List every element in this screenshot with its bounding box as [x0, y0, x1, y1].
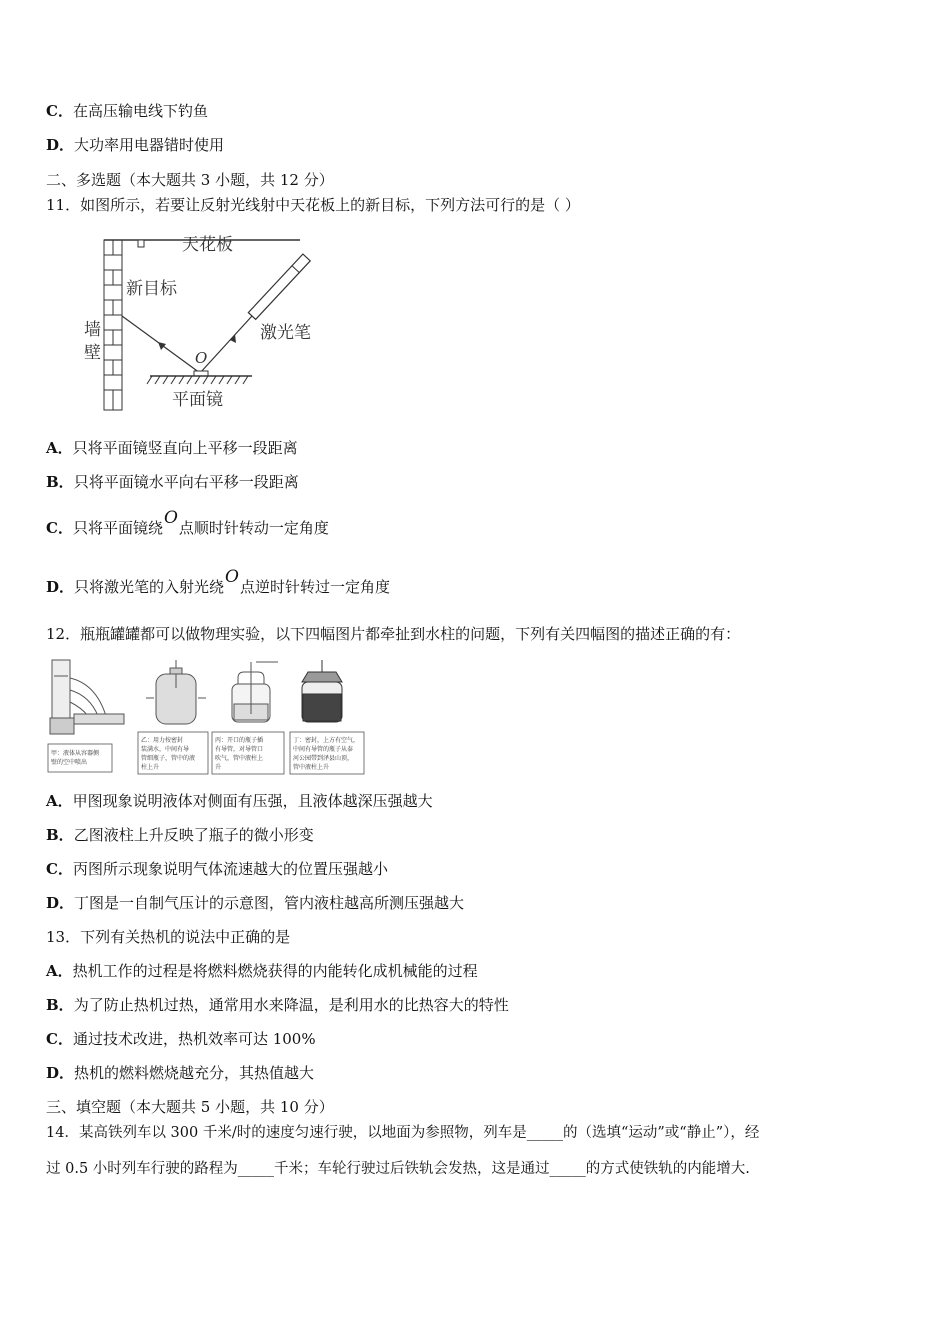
panel-bing-caption-2: 有导管，对导管口 — [215, 746, 264, 753]
point-symbol: O — [225, 567, 239, 587]
option-text: 乙图液柱上升反映了瓶子的微小形变 — [73, 826, 314, 844]
panel-bing-caption-3: 吹气，管中液柱上 — [215, 755, 264, 762]
option-letter: B． — [46, 473, 74, 491]
panel-jia-caption-1: 甲：液体从容器侧 — [51, 750, 100, 757]
panel-jia-caption-box — [48, 744, 112, 772]
panel-yi-caption-2: 装满水，中间有导 — [141, 746, 190, 753]
mirror-label: 平面镜 — [172, 390, 223, 410]
panel-yi-caption-1: 乙：用力按密封 — [141, 737, 184, 744]
panel-ding-caption-1: 丁：密封，上方有空气， — [293, 737, 360, 744]
option-text: 热机的燃料燃烧越充分，其热值越大 — [74, 1064, 315, 1082]
question-12-stem: 12．瓶瓶罐罐都可以做物理实验，以下四幅图片都牵扯到水柱的问题，下列有关四幅图的描述正确的有： — [46, 625, 741, 643]
option-text: 为了防止热机过热，通常用水来降温，是利用水的比热容大的特性 — [73, 996, 509, 1014]
panel-ding-illustration — [302, 660, 342, 722]
panel-ding-caption-4: 管中液柱上升 — [293, 764, 330, 771]
option-letter: D． — [46, 578, 75, 596]
target-marker — [138, 240, 144, 247]
laser-label: 激光笔 — [260, 323, 311, 343]
option-text: 热机工作的过程是将燃料燃烧获得的内能转化成机械能的过程 — [72, 962, 478, 980]
section-fill-blank-heading: 三、填空题（本大题共 5 小题，共 10 分） — [46, 1098, 334, 1116]
q13-option-b — [46, 995, 509, 1015]
question-11-stem: 11．如图所示，若要让反射光线射中天花板上的新目标，下列方法可行的是（ ） — [46, 196, 580, 214]
laser-pen — [248, 254, 310, 319]
option-letter: D． — [46, 894, 75, 912]
option-text-post: 点逆时针转过一定角度 — [239, 578, 390, 596]
wall-label-bottom: 壁 — [84, 343, 101, 363]
option-text: 通过技术改进，热机效率可达 100% — [72, 1030, 316, 1048]
reflected-arrow — [158, 342, 166, 350]
question-12-figure — [46, 658, 366, 776]
q13-option-d — [46, 1063, 314, 1083]
panel-jia-illustration — [50, 660, 124, 734]
question-14-line-2: 过 0.5 小时列车行驶的路程为_____千米；车轮行驶过后铁轨会发热，这是通过_____的方式使铁轨的内能增大. — [46, 1161, 750, 1177]
option-c-prev — [46, 101, 208, 121]
option-letter: A． — [46, 792, 73, 810]
option-letter: A． — [46, 962, 73, 980]
point-o-label: O — [195, 349, 208, 367]
panel-jia-caption-2: 壁的空中喷出 — [51, 759, 88, 766]
option-text: 在高压输电线下钓鱼 — [72, 102, 208, 120]
panel-ding-caption-3: 河公园带到泽县山顶， — [293, 755, 354, 762]
option-letter: A． — [46, 439, 73, 457]
q13-option-a — [46, 961, 478, 981]
q11-option-a — [46, 438, 298, 458]
panel-ding-caption-2: 中间有导管的瓶子从泰 — [293, 746, 354, 753]
option-letter: C． — [46, 860, 73, 878]
q13-option-c — [46, 1029, 316, 1049]
section-multi-choice-heading: 二、多选题（本大题共 3 小题，共 12 分） — [46, 171, 334, 189]
wall — [104, 240, 122, 410]
q12-option-a — [46, 791, 433, 811]
option-letter: B． — [46, 996, 74, 1014]
option-d-prev — [46, 135, 224, 155]
ceiling-label: 天花板 — [182, 235, 233, 255]
option-text: 甲图现象说明液体对侧面有压强，且液体越深压强越大 — [72, 792, 433, 810]
option-text-pre: 只将激光笔的入射光绕 — [74, 578, 225, 596]
point-symbol: O — [163, 508, 178, 528]
question-13-stem: 13．下列有关热机的说法中正确的是 — [46, 928, 291, 946]
option-letter: B． — [46, 826, 74, 844]
option-letter: C． — [46, 1030, 73, 1048]
panel-bing-caption-1: 丙：开口的瓶子插 — [215, 737, 264, 744]
q12-option-c — [46, 859, 388, 879]
panel-yi-caption-3: 管细瓶子，管中的液 — [141, 755, 196, 762]
option-letter: D． — [46, 1064, 75, 1082]
q12-option-d — [46, 893, 464, 913]
option-text-post: 点顺时针转动一定角度 — [178, 519, 329, 537]
option-text-pre: 只将平面镜绕 — [72, 519, 163, 537]
panel-bing-caption-4: 升 — [215, 764, 222, 771]
panel-yi-illustration — [146, 660, 206, 724]
option-letter: C． — [46, 519, 73, 537]
option-text: 丁图是一自制气压计的示意图，管内液柱越高所测压强越大 — [74, 894, 465, 912]
question-14-line-1: 14．某高铁列车以 300 千米/时的速度匀速行驶，以地面为参照物，列车是_____的（选填“运动”或“静止”），经 — [46, 1125, 760, 1141]
target-label: 新目标 — [126, 279, 177, 299]
q11-option-d — [46, 567, 390, 597]
option-letter: C． — [46, 102, 73, 120]
option-letter: D． — [46, 136, 75, 154]
option-text: 只将平面镜水平向右平移一段距离 — [73, 473, 299, 491]
q11-option-b — [46, 472, 299, 492]
panel-yi-caption-4: 柱上升 — [141, 764, 160, 771]
q12-option-b — [46, 825, 314, 845]
wall-label-top: 墙 — [84, 320, 101, 340]
question-11-figure — [80, 228, 320, 413]
q11-option-c — [46, 508, 329, 538]
incident-ray — [200, 316, 252, 373]
mirror-hatch — [147, 376, 248, 384]
option-text: 丙图所示现象说明气体流速越大的位置压强越小 — [72, 860, 388, 878]
option-text: 只将平面镜竖直向上平移一段距离 — [72, 439, 298, 457]
option-text: 大功率用电器错时使用 — [74, 136, 225, 154]
panel-bing-illustration — [232, 662, 278, 722]
